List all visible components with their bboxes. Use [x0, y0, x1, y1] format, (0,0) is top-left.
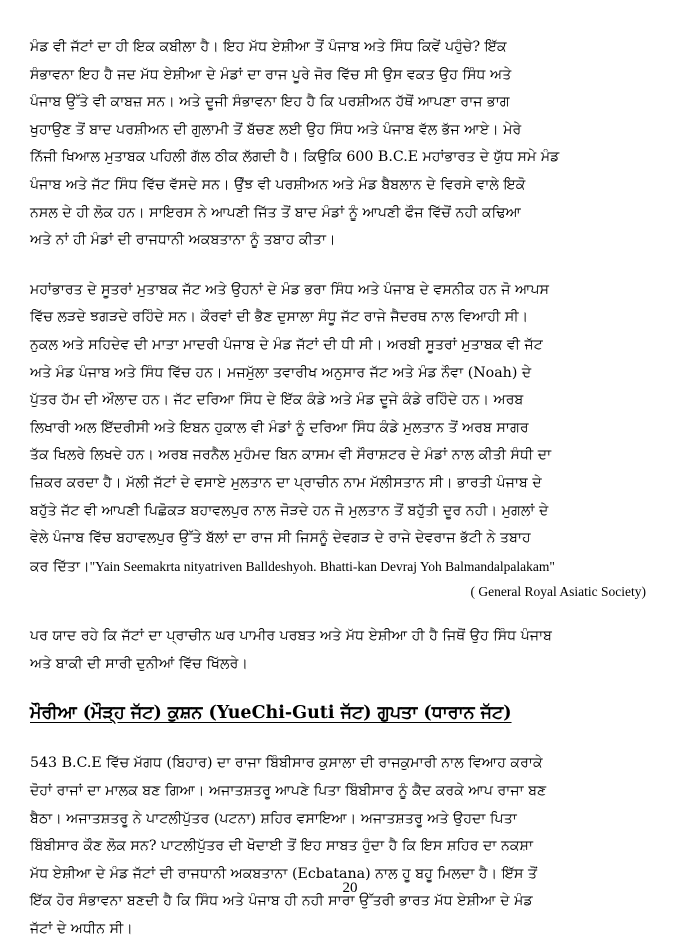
text-line: ਪੁੱਤਰ ਹੱਮ ਦੀ ਔਲਾਦ ਹਨ। ਜੱਟ ਦਰਿਆ ਸਿੰਧ ਦੇ ਇੱਕ ਕੰਡੇ ਅਤੇ ਮੰਡ ਦੂਜੇ ਕੰਡੇ ਰਹਿੰਦੇ ਹਨ। ਅਰਬ [30, 392, 524, 409]
text-line: ਪੰਜਾਬ ਅਤੇ ਜੱਟ ਸਿੰਧ ਵਿੱਚ ਵੱਸਦੇ ਸਨ। ਉੰਝ ਵੀ ਪਰਸ਼ੀਅਨ ਅਤੇ ਮੰਡ ਬੈਬਲਾਨ ਦੇ ਵਿਰਸੇ ਵਾਲੇ ਇਕੋ [30, 176, 526, 193]
text-line: ਵਿੱਚ ਲੜਦੇ ਝਗੜਦੇ ਰਹਿੰਦੇ ਸਨ। ਕੌਰਵਾਂ ਦੀ ਭੈਣ ਦੁਸਾਲਾ ਸੰਧੂ ਜੱਟ ਰਾਜੇ ਜੈਦਰਥ ਨਾਲ ਵਿਆਹੀ ਸੀ। [30, 309, 529, 326]
text-line: ਜੱਟਾਂ ਦੇ ਅਧੀਨ ਸੀ। [30, 921, 133, 938]
text-line: ਪੰਜਾਬ ਉੱਤੇ ਵੀ ਕਾਬਜ਼ ਸਨ। ਅਤੇ ਦੂਜੀ ਸੰਭਾਵਨਾ ਇਹ ਹੈ ਕਿ ਪਰਸ਼ੀਅਨ ਹੱਥੋਂ ਆਪਣਾ ਰਾਜ ਭਾਗ [30, 94, 510, 111]
text-line: ਪਰ ਯਾਦ ਰਹੇ ਕਿ ਜੱਟਾਂ ਦਾ ਪ੍ਰਾਚੀਨ ਘਰ ਪਾਮੀਰ ਪਰਬਤ ਅਤੇ ਮੱਧ ਏਸ਼ੀਆ ਹੀ ਹੈ ਜਿਥੋਂ ਉਹ ਸਿੰਧ ਪੰਜਾਬ [30, 628, 553, 645]
text-line: ਨੁਕਲ ਅਤੇ ਸਹਿਦੇਵ ਦੀ ਮਾਤਾ ਮਾਦਰੀ ਪੰਜਾਬ ਦੇ ਮੰਡ ਜੱਟਾਂ ਦੀ ਧੀ ਸੀ। ਅਰਬੀ ਸੂਤਰਾਂ ਮੁਤਾਬਕ ਵੀ ਜੱਟ [30, 336, 543, 353]
text-line: ਸੰਭਾਵਨਾ ਇਹ ਹੈ ਜਦ ਮੱਧ ਏਸ਼ੀਆ ਦੇ ਮੰਡਾਂ ਦਾ ਰਾਜ ਪੂਰੇ ਜੋਰ ਵਿੱਚ ਸੀ ਉਸ ਵਕਤ ਉਹ ਸਿੰਧ ਅਤੇ [30, 66, 512, 83]
text-line: ਵੇਲੇ ਪੰਜਾਬ ਵਿੱਚ ਬਹਾਵਲਪੁਰ ਉੱਤੇ ਬੱਲਾਂ ਦਾ ਰਾਜ ਸੀ ਜਿਸਨੂੰ ਦੇਵਗੜ ਦੇ ਰਾਜੇ ਦੇਵਰਾਜ ਭੱਟੀ ਨੇ ਤਬਾਹ [30, 530, 531, 547]
text-line: ਬੈਠਾ। ਅਜਾਤਸ਼ਤਰੂ ਨੇ ਪਾਟਲੀਪੁੱਤਰ (ਪਟਨਾ) ਸ਼ਹਿਰ ਵਸਾਇਆ। ਅਜਾਤਸ਼ਤਰੂ ਅਤੇ ਉਹਦਾ ਪਿਤਾ [30, 810, 517, 827]
text-line: ਦੋਹਾਂ ਰਾਜਾਂ ਦਾ ਮਾਲਕ ਬਣ ਗਿਆ। ਅਜਾਤਸ਼ਤਰੂ ਆਪਣੇ ਪਿਤਾ ਬਿੰਬੀਸਾਰ ਨੂੰ ਕੈਦ ਕਰਕੇ ਆਪ ਰਾਜਾ ਬਣ [30, 783, 547, 800]
text-line: ਅਤੇ ਮੰਡ ਪੰਜਾਬ ਅਤੇ ਸਿੰਧ ਵਿੱਚ ਹਨ। ਮਜਮੁੱਲਾ ਤਵਾਰੀਖ ਅਨੁਸਾਰ ਜੱਟ ਅਤੇ ਮੰਡ ਨੌਵਾ (Noah) ਦੇ [30, 364, 532, 381]
text-line: ਮਹਾਂਭਾਰਤ ਦੇ ਸੂਤਰਾਂ ਮੁਤਾਬਕ ਜੱਟ ਅਤੇ ਉਹਨਾਂ ਦੇ ਮੰਡ ਭਰਾ ਸਿੰਧ ਅਤੇ ਪੰਜਾਬ ਦੇ ਵਸਨੀਕ ਹਨ ਜੋ ਆਪਸ [30, 281, 550, 298]
text-line: ਇੱਕ ਹੋਰ ਸੰਭਾਵਨਾ ਬਣਦੀ ਹੈ ਕਿ ਸਿੰਧ ਅਤੇ ਪੰਜਾਬ ਹੀ ਨਹੀ ਸਾਰਾ ਉੱਤਰੀ ਭਾਰਤ ਮੱਧ ਏਸ਼ੀਆ ਦੇ ਮੰਡ [30, 893, 533, 910]
text-line: ਨਿੱਜੀ ਖਿਆਲ ਮੁਤਾਬਕ ਪਹਿਲੀ ਗੱਲ ਠੀਕ ਲੱਗਦੀ ਹੈ। ਕਿਉਕਿ 600 B.C.E ਮਹਾਂਭਾਰਤ ਦੇ ਯੁੱਧ ਸਮੇ ਮੰਡ [30, 149, 560, 166]
text-line: ਮੱਧ ਏਸ਼ੀਆ ਦੇ ਮੰਡ ਜੱਟਾਂ ਦੀ ਰਾਜਧਾਨੀ ਅਕਬਤਾਨਾ (Ecbatana) ਨਾਲ ਹੂ ਬਹੂ ਮਿਲਦਾ ਹੈ। ਇੱਸ ਤੋਂ [30, 865, 538, 882]
text-line: ਲਿਖਾਰੀ ਅਲ ਇੱਦਰੀਸੀ ਅਤੇ ਇਬਨ ਹੁਕਾਲ ਵੀ ਮੰਡਾਂ ਨੂੰ ਦਰਿਆ ਸਿੰਧ ਕੰਡੇ ਮੁਲਤਾਨ ਤੋਂ ਅਰਬ ਸਾਗਰ [30, 419, 529, 436]
paragraph-2 [30, 277, 672, 582]
section-heading: ਮੌਰੀਆ (ਮੌੜ੍ਹ ਜੱਟ) ਕੁਸ਼ਨ (YueChi-Guti ਜੱਟ) ਗੁਪਤਾ (ਧਾਰਾਨ ਜੱਟ) [30, 703, 512, 724]
paragraph-1 [30, 34, 672, 255]
document-page [30, 34, 672, 944]
text-line: 543 B.C.E ਵਿੱਚ ਮੱਗਧ (ਬਿਹਾਰ) ਦਾ ਰਾਜਾ ਬਿੰਬੀਸਾਰ ਕੁਸਾਲਾ ਦੀ ਰਾਜਕੁਮਾਰੀ ਨਾਲ ਵਿਆਹ ਕਰਾਕੇ [30, 755, 543, 772]
text-line: ਬਿੰਬੀਸਾਰ ਕੌਣ ਲੋਕ ਸਨ? ਪਾਟਲੀਪੁੱਤਰ ਦੀ ਖੋਦਾਈ ਤੋਂ ਇਹ ਸਾਬਤ ਹੁੰਦਾ ਹੈ ਕਿ ਇਸ ਸ਼ਹਿਰ ਦਾ ਨਕਸ਼ਾ [30, 838, 534, 855]
text-line: ਮੰਡ ਵੀ ਜੱਟਾਂ ਦਾ ਹੀ ਇਕ ਕਬੀਲਾ ਹੈ। ਇਹ ਮੱਧ ਏਸ਼ੀਆ ਤੋਂ ਪੰਜਾਬ ਅਤੇ ਸਿੰਧ ਕਿਵੇਂ ਪਹੁੰਚੇ? ਇੱਕ [30, 39, 507, 55]
text-line-with-quote [30, 553, 672, 582]
text-line: ਬਹੁੱਤੇ ਜੱਟ ਵੀ ਆਪਣੀ ਪਿਛੋਕੜ ਬਹਾਵਲਪੁਰ ਨਾਲ ਜੋੜਦੇ ਹਨ ਜੋ ਮੁਲਤਾਨ ਤੋਂ ਬਹੁੱਤੀ ਦੂਰ ਨਹੀ। ਮੁਗਲਾਂ ਦੇ [30, 502, 549, 519]
page-number: 20 [342, 880, 358, 896]
text-line: ਅਤੇ ਨਾਂ ਹੀ ਮੰਡਾਂ ਦੀ ਰਾਜਧਾਨੀ ਅਕਬਤਾਨਾ ਨੂੰ ਤਬਾਹ ਕੀਤਾ। [30, 232, 336, 249]
sanskrit-quote: "Yain Seemakrta nityatriven Balldeshyoh. Bhatti-kan Devraj Yoh Balmandalpalakam" [89, 558, 555, 574]
quote-source: ( General Royal Asiatic Society) [470, 584, 646, 600]
text-line: ਨਸਲ ਦੇ ਹੀ ਲੋਕ ਹਨ। ਸਾਇਰਸ ਨੇ ਆਪਣੀ ਜਿੱਤ ਤੋਂ ਬਾਦ ਮੰਡਾਂ ਨੂੰ ਆਪਣੀ ਫੌਜ ਵਿੱਚੋਂ ਨਹੀ ਕਢਿਆ [30, 204, 521, 221]
text-line: ਜ਼ਿਕਰ ਕਰਦਾ ਹੈ। ਮੱਲੀ ਜੱਟਾਂ ਦੇ ਵਸਾਏ ਮੁਲਤਾਨ ਦਾ ਪ੍ਰਾਚੀਨ ਨਾਮ ਮੱਲੀਸਤਾਨ ਸੀ। ਭਾਰਤੀ ਪੰਜਾਬ ਦੇ [30, 474, 542, 491]
text-line: ਤੱਕ ਖਿਲਰੇ ਲਿਖਦੇ ਹਨ। ਅਰਬ ਜਰਨੈਲ ਮੁਹੰਮਦ ਬਿਨ ਕਾਸਮ ਵੀ ਸੌਰਾਸ਼ਟਰ ਦੇ ਮੰਡਾਂ ਨਾਲ ਕੀਤੀ ਸੰਧੀ ਦਾ [30, 447, 552, 464]
paragraph-4 [30, 750, 672, 943]
paragraph-3 [30, 623, 672, 678]
text-line: ਅਤੇ ਬਾਕੀ ਦੀ ਸਾਰੀ ਦੁਨੀਆਂ ਵਿੱਚ ਖਿੱਲਰੇ। [30, 655, 248, 672]
text-line: ਖੁਹਾਉਣ ਤੋਂ ਬਾਦ ਪਰਸ਼ੀਅਨ ਦੀ ਗੁਲਾਮੀ ਤੋਂ ਬੱਚਣ ਲਈ ਉਹ ਸਿੰਧ ਅਤੇ ਪੰਜਾਬ ਵੱਲ ਭੱਜ ਆਏ। ਮੇਰੇ [30, 121, 522, 138]
text-fragment: ਕਰ ਦਿੱਤਾ। [30, 558, 90, 575]
